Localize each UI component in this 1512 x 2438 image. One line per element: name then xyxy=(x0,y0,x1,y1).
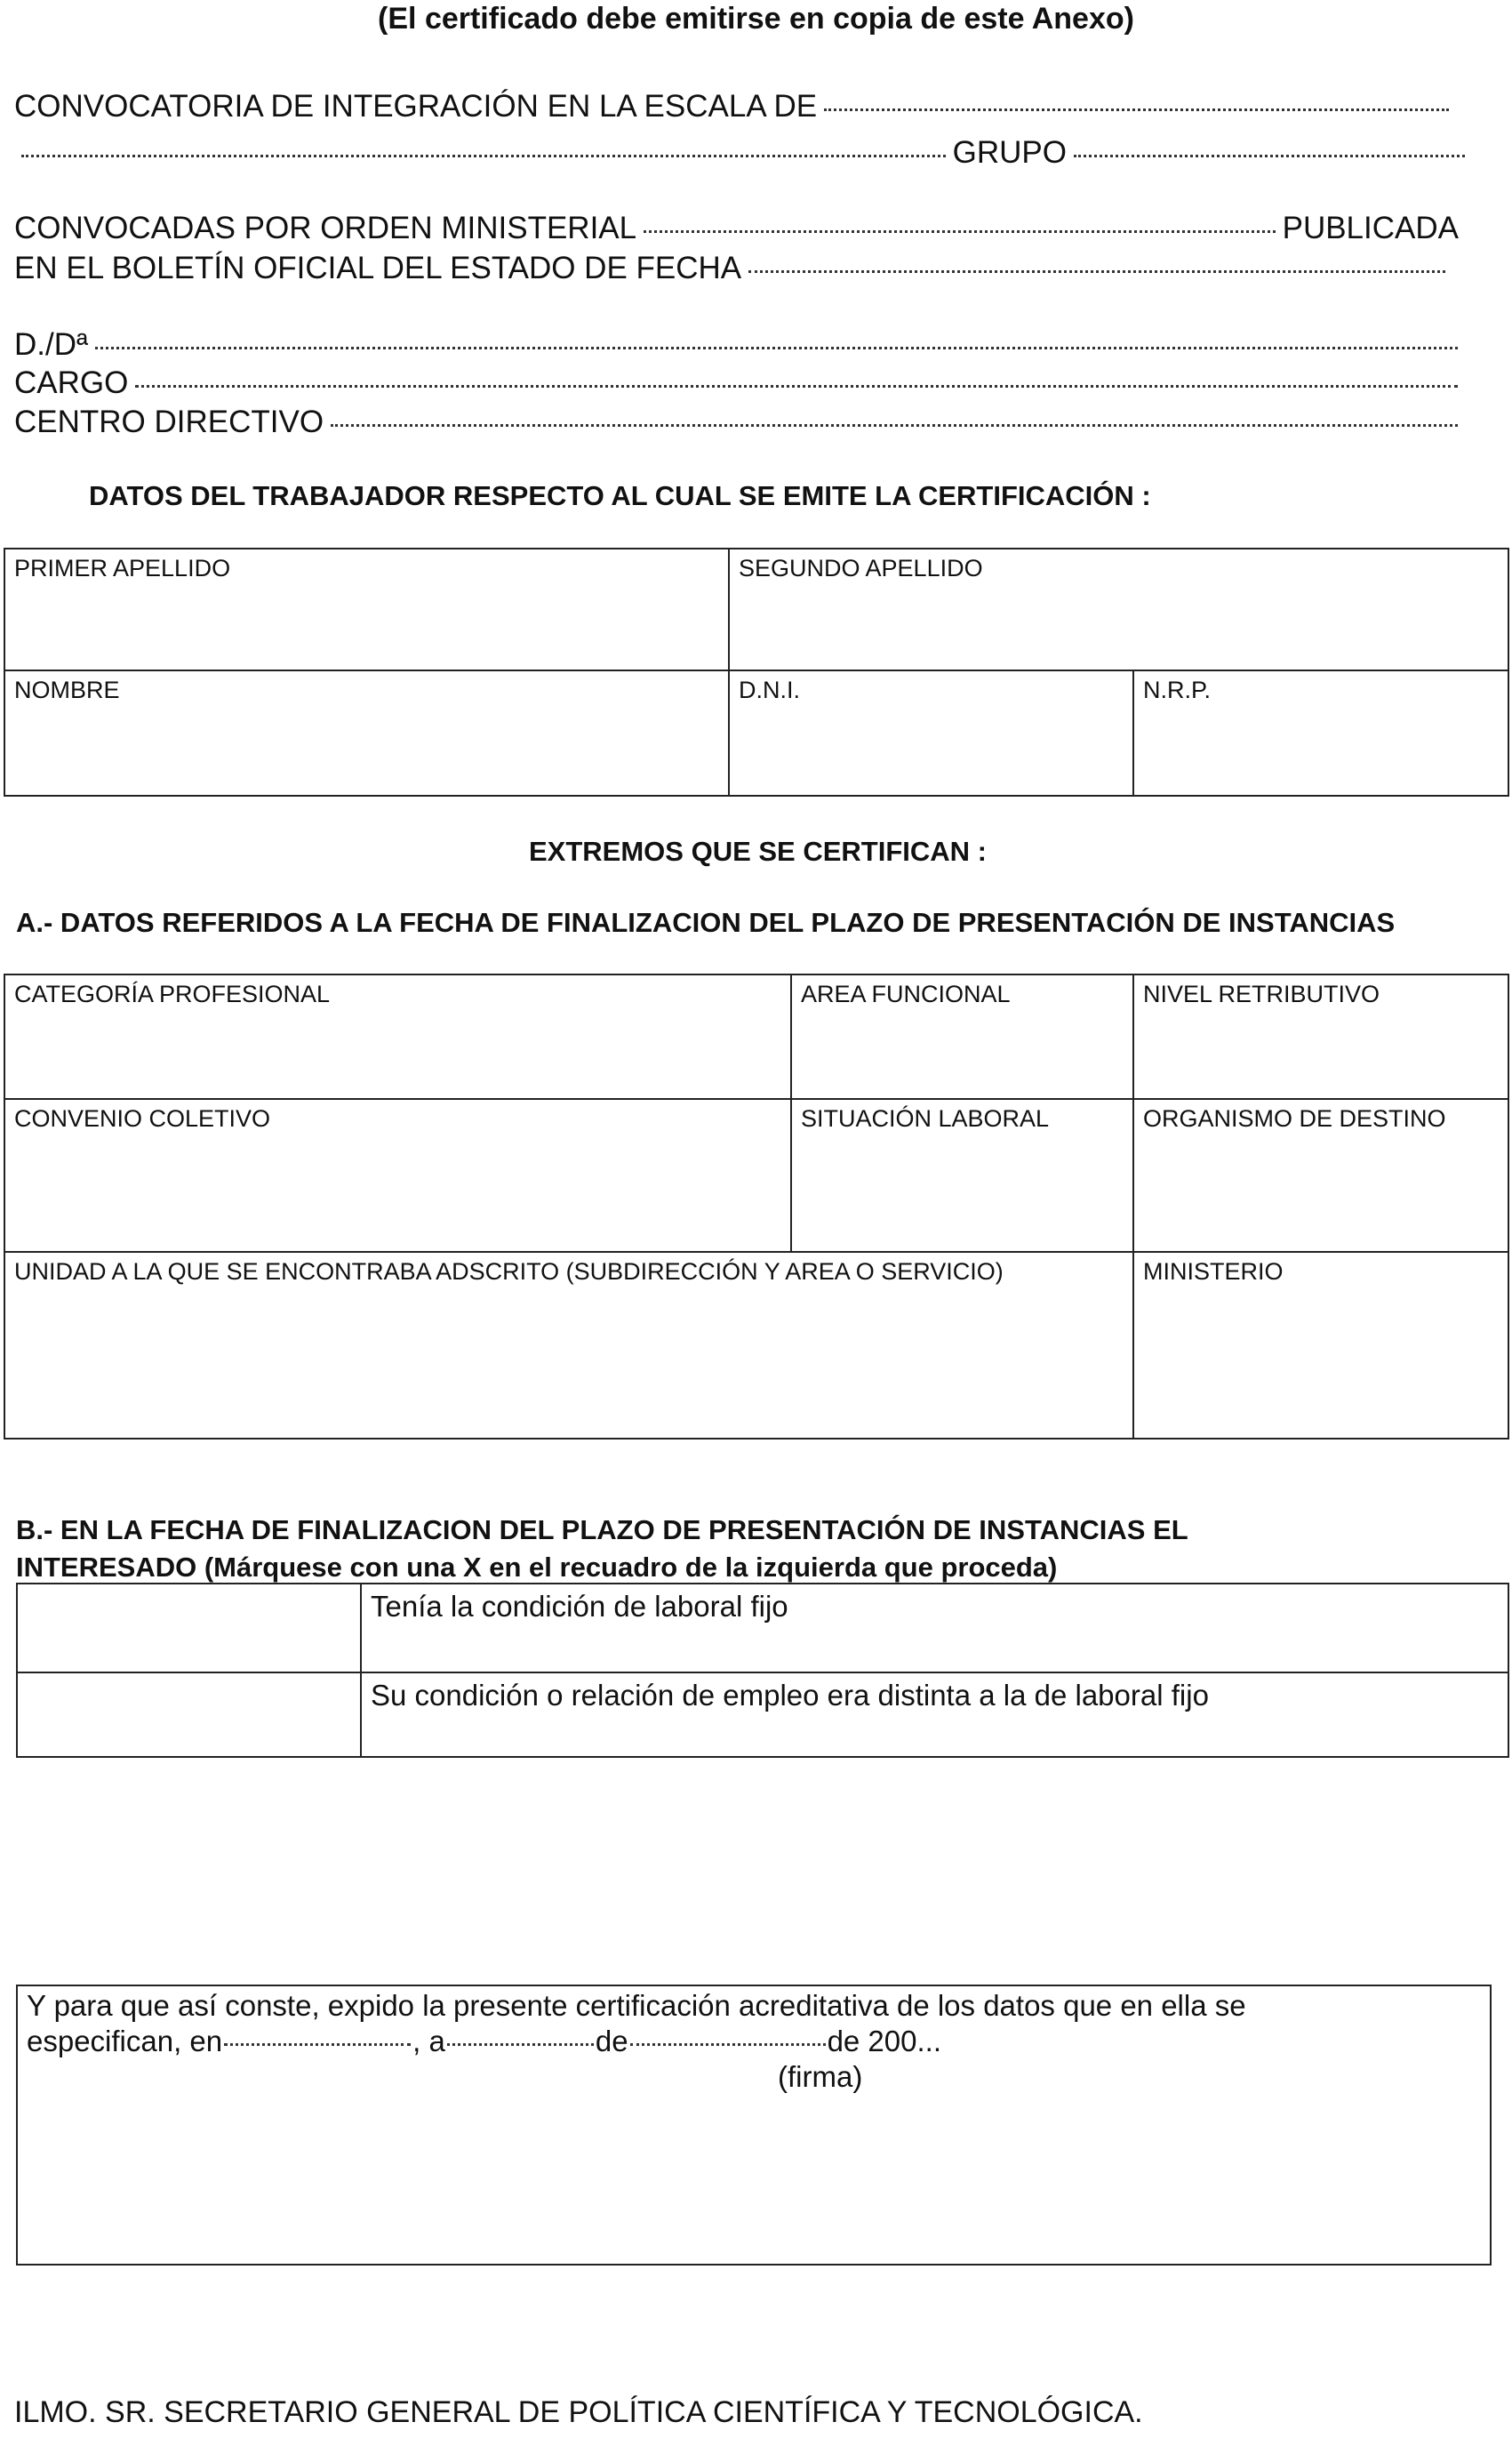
option2-label-cell xyxy=(361,1672,1508,1757)
closing-place-field[interactable] xyxy=(224,2043,411,2046)
extremos-heading: EXTREMOS QUE SE CERTIFICAN : xyxy=(529,836,987,867)
centro-field[interactable] xyxy=(331,424,1458,427)
option1-label: Tenía la condición de laboral fijo xyxy=(371,1590,788,1623)
categoria-label: CATEGORÍA PROFESIONAL xyxy=(14,981,331,1007)
boe-fecha-field[interactable] xyxy=(748,270,1445,273)
orden-line xyxy=(14,209,1459,248)
grupo-line xyxy=(14,133,1472,172)
boe-line xyxy=(14,249,1452,288)
nombre-label: NOMBRE xyxy=(14,677,120,703)
closing-box xyxy=(16,1985,1492,2266)
boe-label: EN EL BOLETÍN OFICIAL DEL ESTADO DE FECHA xyxy=(14,251,742,285)
centro-label: CENTRO DIRECTIVO xyxy=(14,405,324,439)
convenio-cell[interactable] xyxy=(4,1099,791,1252)
area-label: AREA FUNCIONAL xyxy=(801,981,1011,1007)
centro-line xyxy=(14,403,1465,442)
unidad-cell[interactable] xyxy=(4,1252,1133,1439)
closing-en-label: especifican, en xyxy=(27,2025,223,2057)
cargo-line xyxy=(14,364,1465,403)
primer-apellido-cell[interactable] xyxy=(4,549,729,670)
nivel-label: NIVEL RETRIBUTIVO xyxy=(1143,981,1380,1007)
dd-line xyxy=(14,325,1465,365)
escala-continuation-field[interactable] xyxy=(21,155,946,157)
area-cell[interactable] xyxy=(791,974,1133,1099)
organismo-cell[interactable] xyxy=(1133,1099,1508,1252)
option1-checkbox[interactable] xyxy=(17,1584,361,1672)
escala-label: CONVOCATORIA DE INTEGRACIÓN EN LA ESCALA DE xyxy=(14,89,818,124)
organismo-label: ORGANISMO DE DESTINO xyxy=(1143,1105,1446,1132)
orden-label: CONVOCADAS POR ORDEN MINISTERIAL xyxy=(14,211,637,245)
primer-apellido-label: PRIMER APELLIDO xyxy=(14,555,231,581)
orden-field[interactable] xyxy=(644,230,1275,233)
closing-de-label: de xyxy=(595,2025,628,2057)
dni-label: D.N.I. xyxy=(739,677,801,703)
header-note: (El certificado debe emitirse en copia de este Anexo) xyxy=(378,2,1134,36)
worker-table xyxy=(4,548,1509,797)
closing-line1: Y para que así conste, expido la presente certificación acreditativa de los datos que en ella se xyxy=(27,1989,1246,2022)
cargo-label: CARGO xyxy=(14,365,129,400)
ministerio-cell[interactable] xyxy=(1133,1252,1508,1439)
nrp-label: N.R.P. xyxy=(1143,677,1212,703)
option1-label-cell xyxy=(361,1584,1508,1672)
nombre-cell[interactable] xyxy=(4,670,729,796)
closing-line2 xyxy=(27,2024,1481,2059)
ministerio-label: MINISTERIO xyxy=(1143,1258,1284,1285)
segundo-apellido-label: SEGUNDO APELLIDO xyxy=(739,555,983,581)
closing-a-label: , a xyxy=(412,2025,445,2057)
escala-field[interactable] xyxy=(824,108,1449,111)
publicada-label: PUBLICADA xyxy=(1282,211,1459,245)
option2-label: Su condición o relación de empleo era distinta a la de laboral fijo xyxy=(371,1679,1209,1712)
escala-line xyxy=(14,87,1456,126)
closing-day-field[interactable] xyxy=(447,2043,594,2046)
section-b-heading-line2: INTERESADO (Márquese con una X en el recuadro de la izquierda que proceda) xyxy=(16,1552,1058,1583)
section-b-table xyxy=(16,1583,1509,1758)
section-b-heading-line1: B.- EN LA FECHA DE FINALIZACION DEL PLAZO DE PRESENTACIÓN DE INSTANCIAS EL xyxy=(16,1514,1188,1545)
addressee: ILMO. SR. SECRETARIO GENERAL DE POLÍTICA CIENTÍFICA Y TECNOLÓGICA. xyxy=(14,2395,1143,2429)
closing-month-field[interactable] xyxy=(630,2043,826,2046)
convenio-label: CONVENIO COLETIVO xyxy=(14,1105,271,1132)
worker-heading: DATOS DEL TRABAJADOR RESPECTO AL CUAL SE EMITE LA CERTIFICACIÓN : xyxy=(89,480,1151,511)
dd-field[interactable] xyxy=(95,347,1458,349)
grupo-field[interactable] xyxy=(1074,155,1465,157)
grupo-label: GRUPO xyxy=(952,135,1067,170)
situacion-label: SITUACIÓN LABORAL xyxy=(801,1105,1050,1132)
segundo-apellido-cell[interactable] xyxy=(729,549,1508,670)
unidad-label: UNIDAD A LA QUE SE ENCONTRABA ADSCRITO (SUBDIRECCIÓN Y AREA O SERVICIO) xyxy=(14,1258,1004,1285)
dd-label: D./Dª xyxy=(14,327,88,362)
categoria-cell[interactable] xyxy=(4,974,791,1099)
section-a-heading: A.- DATOS REFERIDOS A LA FECHA DE FINALIZACION DEL PLAZO DE PRESENTACIÓN DE INSTANCIAS xyxy=(16,907,1396,938)
closing-year-label: de 200... xyxy=(827,2025,942,2057)
firma-label: (firma) xyxy=(778,2060,863,2093)
option2-checkbox[interactable] xyxy=(17,1672,361,1757)
cargo-field[interactable] xyxy=(135,385,1458,388)
dni-cell[interactable] xyxy=(729,670,1133,796)
section-a-table xyxy=(4,974,1509,1440)
nrp-cell[interactable] xyxy=(1133,670,1508,796)
nivel-cell[interactable] xyxy=(1133,974,1508,1099)
situacion-cell[interactable] xyxy=(791,1099,1133,1252)
